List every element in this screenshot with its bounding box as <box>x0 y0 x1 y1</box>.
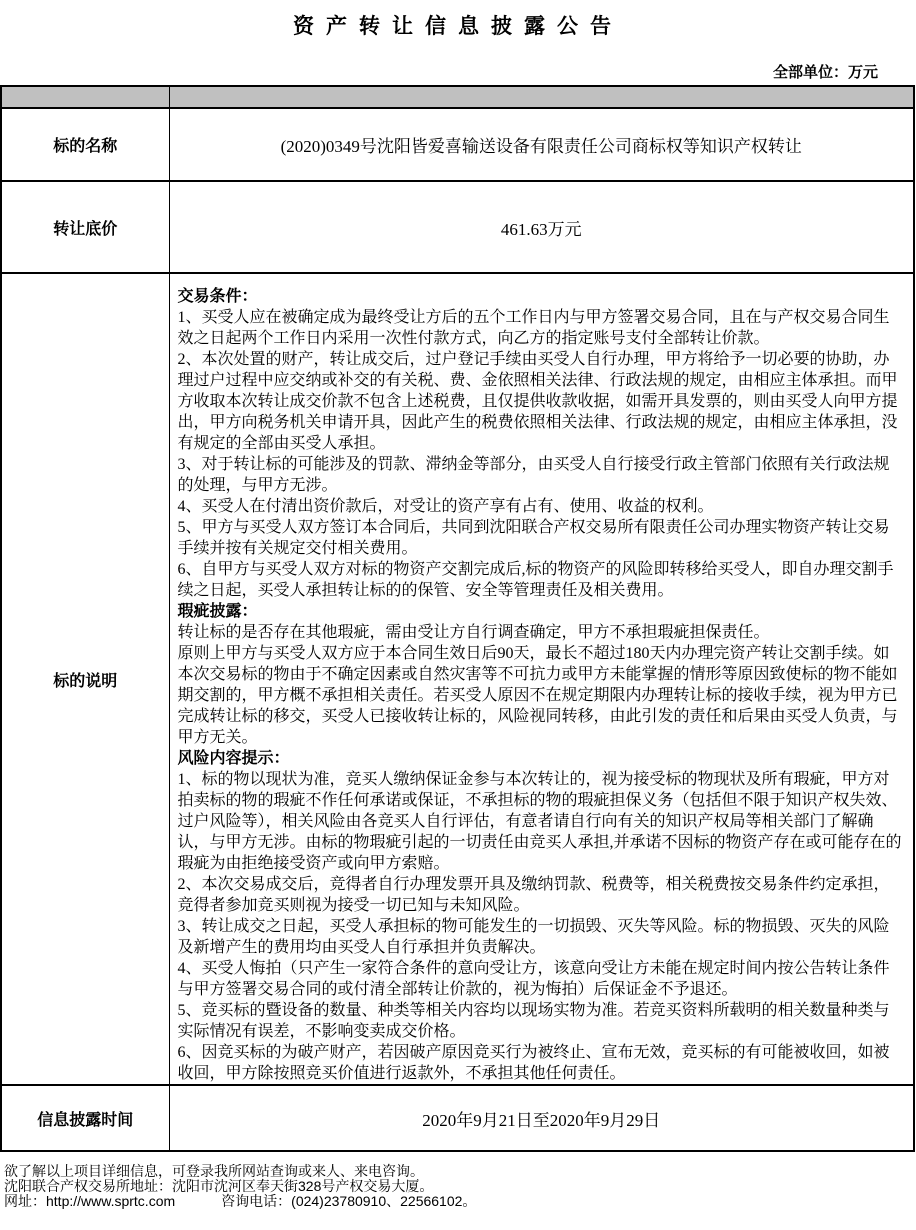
description-paragraph: 6、自甲方与买受人双方对标的物资产交割完成后,标的物资产的风险即转移给买受人，即自办理交割手续之日起，买受人承担转让标的的保管、安全等管理责任及相关费用。 <box>177 561 894 599</box>
footer-note: 欲了解以上项目详细信息，可登录我所网站查询或来人、来电咨询。 <box>4 1163 424 1179</box>
table-row-subject-name <box>1 108 914 181</box>
description-paragraph: 2、本次交易成交后，竞得者自行办理发票开具及缴纳罚款、税费等，相关税费按交易条件约定承担，竞得者参加竞买则视为接受一切已知与未知风险。 <box>177 876 890 914</box>
disclosure-period-value: 2020年9月21日至2020年9月29日 <box>169 1085 914 1151</box>
description-paragraph: 1、买受人应在被确定成为最终受让方后的五个工作日内与甲方签署交易合同，且在与产权交易合同生效之日起两个工作日内采用一次性付款方式，向乙方的指定账号支付全部转让价款。 <box>177 309 890 347</box>
footer <box>0 1164 916 1209</box>
description-section-heading: 瑕疵披露： <box>177 603 258 620</box>
subject-description-content <box>178 286 906 1084</box>
subject-description-label: 标的说明 <box>1 273 169 1085</box>
table-row-subject-description <box>1 273 914 1085</box>
description-paragraph: 4、买受人悔拍（只产生一家符合条件的意向受让方，该意向受让方未能在规定时间内按公告转让条件与甲方签署交易合同的或付清全部转让价款的，视为悔拍）后保证金不予退还。 <box>177 960 890 998</box>
table-header-row <box>1 86 914 108</box>
description-paragraph: 6、因竞买标的为破产财产，若因破产原因竞买行为被终止、宣布无效，竞买标的有可能被收回，如被收回，甲方除按照竞买价值进行返款外，不承担其他任何责任。 <box>177 1044 890 1082</box>
description-paragraph: 转让标的是否存在其他瑕疵，需由受让方自行调查确定，甲方不承担瑕疵担保责任。 <box>177 624 770 641</box>
header-value-cell <box>169 86 914 108</box>
description-paragraph: 5、甲方与买受人双方签订本合同后，共同到沈阳联合产权交易所有限责任公司办理实物资产转让交易手续并按有关规定交付相关费用。 <box>177 519 890 557</box>
disclosure-period-label: 信息披露时间 <box>1 1085 169 1151</box>
footer-contact <box>4 1194 916 1209</box>
description-paragraph: 3、对于转让标的可能涉及的罚款、滞纳金等部分，由买受人自行接受行政主管部门依照有关行政法规的处理，与甲方无涉。 <box>177 456 890 494</box>
description-paragraph: 1、标的物以现状为准，竞买人缴纳保证金参与本次转让的，视为接受标的物现状及所有瑕疵，甲方对拍卖标的物的瑕疵不作任何承诺或保证，不承担标的物的瑕疵担保义务（包括但不限于知识产权失效、过户风险等），相关风险由各竞买人自行评估，有意者请自行向有关的知识产权局等相关部门了解确认，与甲方无涉。由标的物瑕疵引起的一切责任由竞买人承担,并承诺不因标的物资产存在或可能存在的瑕疵为由拒绝接受资产或向甲方索赔。 <box>177 771 902 872</box>
page-title: 资产转让信息披露公告 <box>293 14 623 38</box>
subject-name-value: (2020)0349号沈阳皆爱喜输送设备有限责任公司商标权等知识产权转让 <box>169 108 914 181</box>
description-paragraph: 4、买受人在付清出资价款后，对受让的资产享有占有、使用、收益的权利。 <box>177 498 714 515</box>
base-price-value: 461.63万元 <box>169 181 914 273</box>
subject-description-value <box>169 273 914 1085</box>
footer-address: 沈阳联合产权交易所地址：沈阳市沈河区奉天街328号产权交易大厦。 <box>4 1178 434 1194</box>
description-paragraph: 2、本次处置的财产，转让成交后，过户登记手续由买受人自行办理，甲方将给予一切必要的协助，办理过户过程中应交纳或补交的有关税、费、金依照相关法律、行政法规的规定，由相应主体承担。而甲方收取本次转让成交价款不包含上述税费，且仅提供收款收据，如需开具发票的，则由买受人向甲方提出，甲方向税务机关申请开具，因此产生的税费依照相关法律、行政法规的规定，由相应主体承担，没有规定的全部由买受人承担。 <box>177 351 898 452</box>
table-row-base-price <box>1 181 914 273</box>
description-paragraph: 原则上甲方与买受人双方应于本合同生效日后90天，最长不超过180天内办理完资产转让交割手续。如本次交易标的物由于不确定因素或自然灾害等不可抗力或甲方未能掌握的情形等原因致使标的物不能如期交割的，甲方概不承担相关责任。若买受人原因不在规定期限内办理转让标的接收手续，视为甲方已完成转让标的移交，买受人已接收转让标的，风险视同转移，由此引发的责任和后果由买受人负责，与甲方无关。 <box>177 645 898 746</box>
description-paragraph: 5、竞买标的暨设备的数量、种类等相关内容均以现场实物为准。若竞买资料所载明的相关数量种类与实际情况有误差，不影响变卖成交价格。 <box>177 1002 890 1040</box>
subject-name-label: 标的名称 <box>1 108 169 181</box>
footer-phone: 咨询电话：(024)23780910、22566102。 <box>221 1193 477 1209</box>
description-paragraph: 3、转让成交之日起，买受人承担标的物可能发生的一切损毁、灭失等风险。标的物损毁、灭失的风险及新增产生的费用均由买受人自行承担并负责解决。 <box>177 918 890 956</box>
description-section-heading: 风险内容提示： <box>177 750 290 767</box>
description-section-heading: 交易条件： <box>177 288 258 305</box>
table-row-disclosure-period <box>1 1085 914 1151</box>
header-label-cell <box>1 86 169 108</box>
base-price-label: 转让底价 <box>1 181 169 273</box>
unit-note: 全部单位：万元 <box>772 65 878 81</box>
announcement-table <box>0 85 915 1152</box>
footer-website: 网址：http://www.sprtc.com <box>4 1193 176 1209</box>
